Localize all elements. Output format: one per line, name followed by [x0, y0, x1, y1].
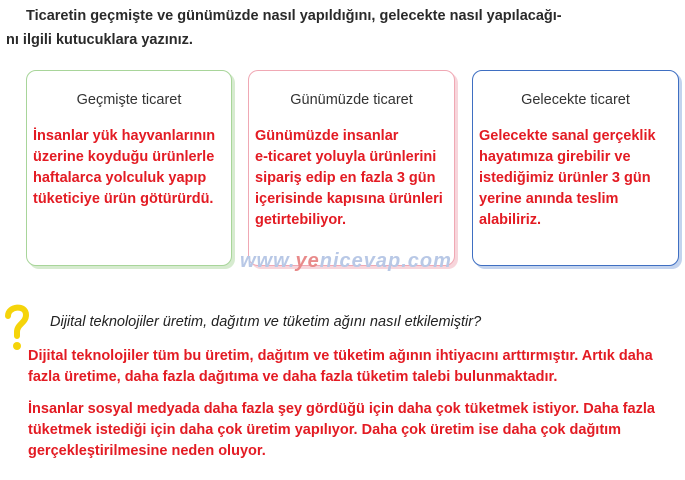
instruction-line-1: Ticaretin geçmişte ve günümüzde nasıl yapıldığını, gelecekte nasıl yapılacağı- [26, 8, 562, 24]
question-text: Dijital teknolojiler üretim, dağıtım ve tüketim ağını nasıl etkilemiştir? [50, 314, 482, 330]
instruction-text [6, 4, 666, 52]
card-future-trade [472, 70, 679, 266]
card-title: Geçmişte ticaret [76, 92, 182, 108]
watermark-rest: nicevap.com [319, 250, 452, 272]
card-answer: Gelecekte sanal gerçeklik hayatımıza girebilir ve istediğimiz ürünler 3 gün yerine anında teslim alabiliriz. [479, 128, 656, 228]
card-answer: Günümüzde insanlar e-ticaret yoluyla ürünlerini sipariş edip en fazla 3 gün içerisinde kapısına ürünleri getirtebiliyor. [255, 128, 443, 228]
watermark-prefix: www. [240, 250, 296, 272]
card-title: Gelecekte ticaret [521, 92, 630, 108]
watermark [240, 250, 452, 273]
card-present-trade [248, 70, 455, 266]
instruction-line-2: nı ilgili kutucuklara yazınız. [6, 32, 193, 48]
question-mark-icon [4, 302, 30, 352]
answer-paragraph: Dijital teknolojiler tüm bu üretim, dağıtım ve tüketim ağının ihtiyacını arttırmıştır. Artık daha fazla üretime, daha fazla dağıtıma ve daha fazla tüketim talebi bulunmaktadır. [28, 348, 653, 385]
card-title: Günümüzde ticaret [290, 92, 413, 108]
watermark-ye: ye [295, 250, 320, 272]
answer-block [28, 346, 678, 473]
card-past-trade [26, 70, 232, 266]
card-answer: İnsanlar yük hayvanlarının üzerine koyduğu ürünlerle haftalarca yolculuk yapıp tüketiciye ürün götürürdü. [33, 128, 216, 207]
answer-paragraph: İnsanlar sosyal medyada daha fazla şey gördüğü için daha çok tüketmek istiyor. Daha fazla tüketmek istediği için daha çok üretim yapılıyor. Daha çok üretim ise daha çok dağıtım gerçekleştirilmesine neden oluyor. [28, 401, 655, 459]
